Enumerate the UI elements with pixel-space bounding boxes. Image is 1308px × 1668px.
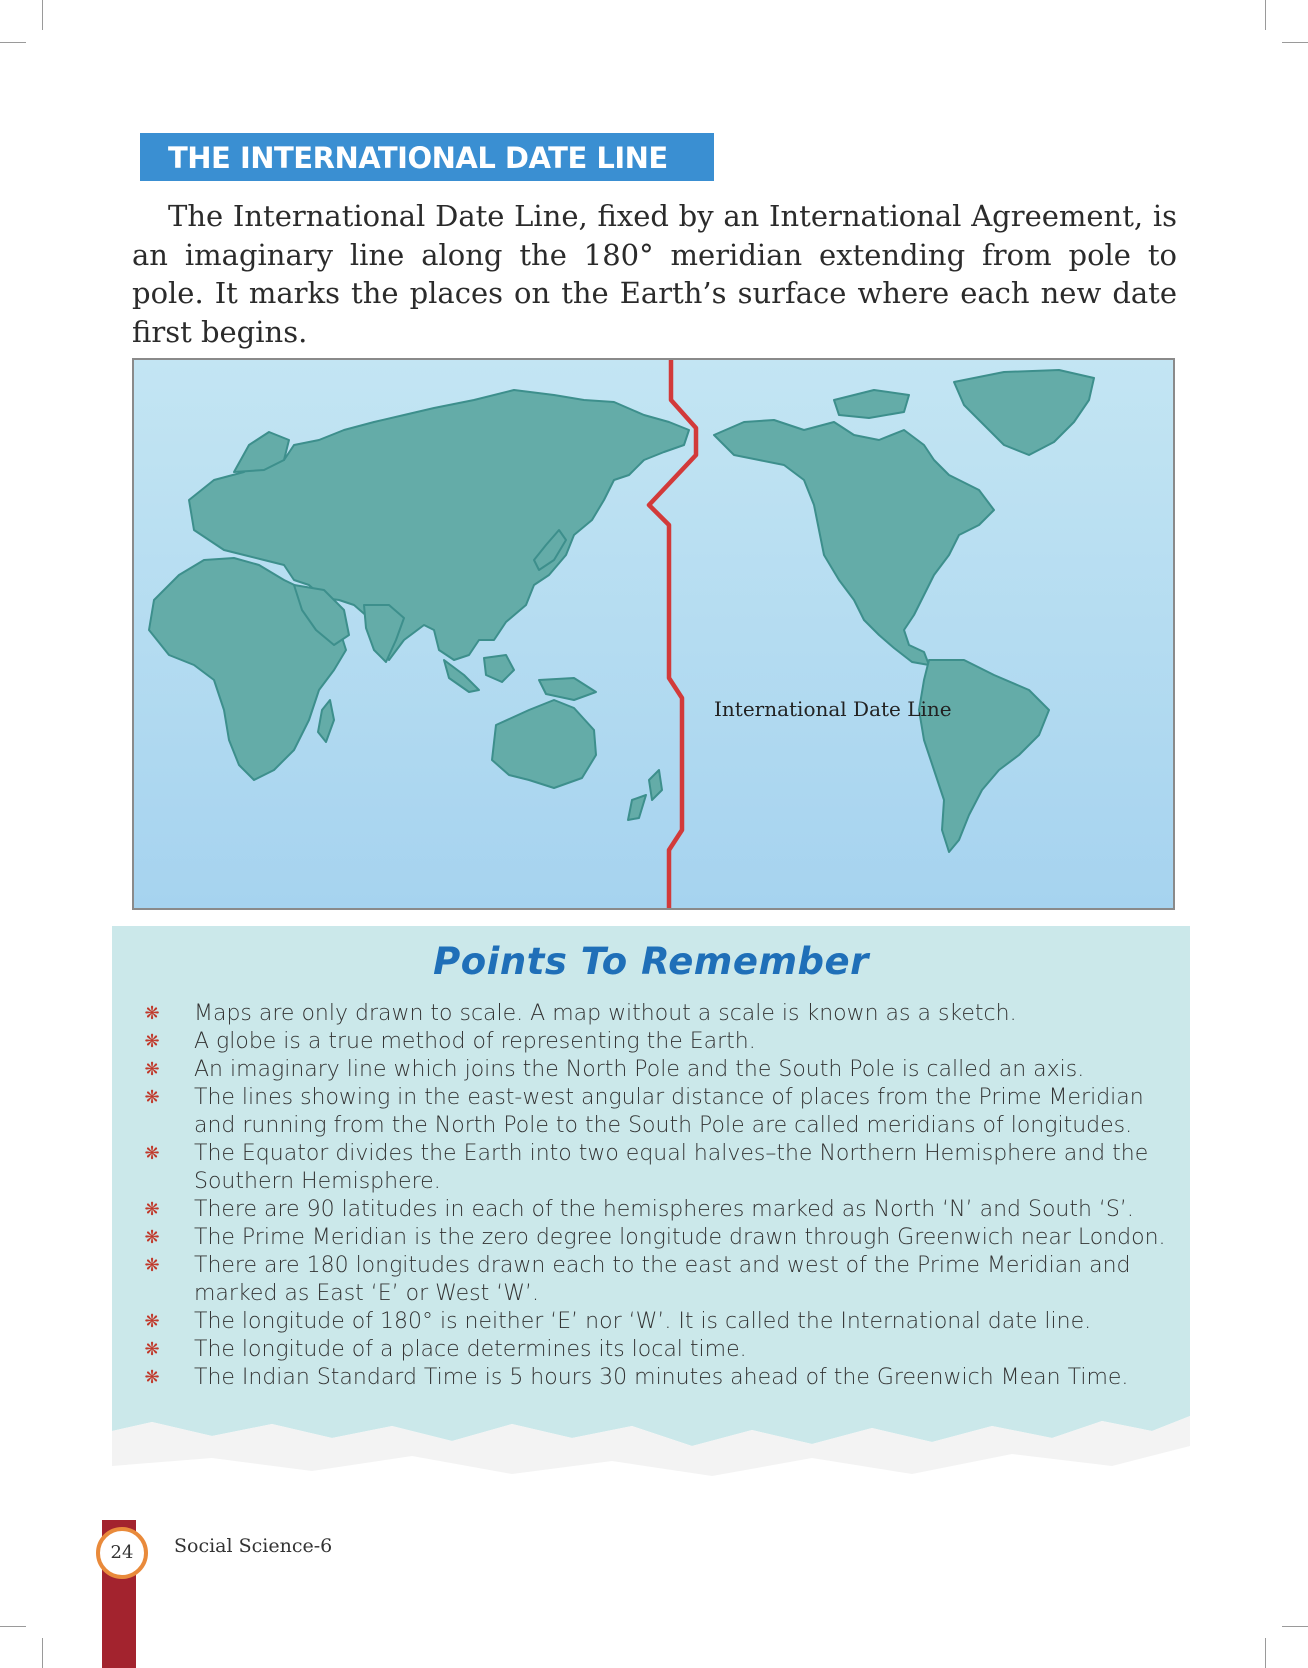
flower-bullet-icon: ❋: [144, 1143, 160, 1164]
list-item-text: The Prime Meridian is the zero degree longitude drawn through Greenwich near London.: [194, 1225, 1166, 1250]
points-to-remember-title: Points To Remember: [433, 940, 869, 983]
list-item-text: Maps are only drawn to scale. A map without a scale is known as a sketch.: [194, 1001, 1017, 1026]
date-line-label: International Date Line: [714, 697, 952, 721]
book-title: Social Science-6: [174, 1535, 333, 1557]
list-item-text: The longitude of 180° is neither ‘E’ nor ‘W’. It is called the International date line.: [194, 1309, 1092, 1334]
section-heading: THE INTERNATIONAL DATE LINE: [168, 141, 668, 175]
list-item-text: The lines showing in the east-west angular distance of places from the Prime Meridian and running from the North Pole to the South Pole are called meridians of longitudes.: [194, 1085, 1144, 1138]
world-map: [132, 358, 1175, 910]
page-number: 24: [96, 1527, 148, 1579]
flower-bullet-icon: ❋: [144, 1059, 160, 1080]
crop-mark: [1282, 1626, 1308, 1627]
crop-mark: [0, 1626, 26, 1627]
crop-mark: [0, 42, 26, 43]
crop-mark: [1265, 0, 1266, 30]
flower-bullet-icon: ❋: [144, 1311, 160, 1332]
list-item: [140, 1000, 1180, 1028]
list-item: [140, 1196, 1180, 1224]
list-item: [140, 1028, 1180, 1056]
list-item-text: The longitude of a place determines its local time.: [194, 1337, 747, 1362]
flower-bullet-icon: ❋: [144, 1255, 160, 1276]
list-item: [140, 1224, 1180, 1252]
crop-mark: [42, 1638, 43, 1668]
list-item-text: The Equator divides the Earth into two equal halves–the Northern Hemisphere and the Southern Hemisphere.: [194, 1141, 1149, 1194]
list-item: [140, 1252, 1180, 1308]
section-heading-bar: [140, 133, 714, 181]
points-list: [140, 1000, 1180, 1392]
crop-mark: [1265, 1638, 1266, 1668]
crop-mark: [1282, 42, 1308, 43]
list-item: [140, 1084, 1180, 1140]
crop-mark: [42, 0, 43, 30]
flower-bullet-icon: ❋: [144, 1031, 160, 1052]
list-item-text: The Indian Standard Time is 5 hours 30 minutes ahead of the Greenwich Mean Time.: [194, 1365, 1129, 1390]
list-item-text: An imaginary line which joins the North Pole and the South Pole is called an axis.: [194, 1057, 1085, 1082]
flower-bullet-icon: ❋: [144, 1367, 160, 1388]
list-item: [140, 1364, 1180, 1392]
flower-bullet-icon: ❋: [144, 1199, 160, 1220]
list-item: [140, 1308, 1180, 1336]
world-map-graphic: [134, 360, 1173, 908]
list-item: [140, 1336, 1180, 1364]
flower-bullet-icon: ❋: [144, 1087, 160, 1108]
points-to-remember-box: [112, 926, 1190, 1486]
intro-paragraph: The International Date Line, fixed by an International Agreement, is an imaginary line along the 180° meridian extending from pole to pole. It marks the places on the Earth’s surface where each new date first begins.: [132, 199, 1177, 349]
flower-bullet-icon: ❋: [144, 1003, 160, 1024]
list-item: [140, 1056, 1180, 1084]
list-item-text: There are 180 longitudes drawn each to the east and west of the Prime Meridian and marked as East ‘E’ or West ‘W’.: [194, 1253, 1131, 1306]
flower-bullet-icon: ❋: [144, 1339, 160, 1360]
flower-bullet-icon: ❋: [144, 1227, 160, 1248]
list-item-text: There are 90 latitudes in each of the hemispheres marked as North ‘N’ and South ‘S’.: [194, 1197, 1134, 1222]
list-item: [140, 1140, 1180, 1196]
list-item-text: A globe is a true method of representing the Earth.: [194, 1029, 756, 1054]
